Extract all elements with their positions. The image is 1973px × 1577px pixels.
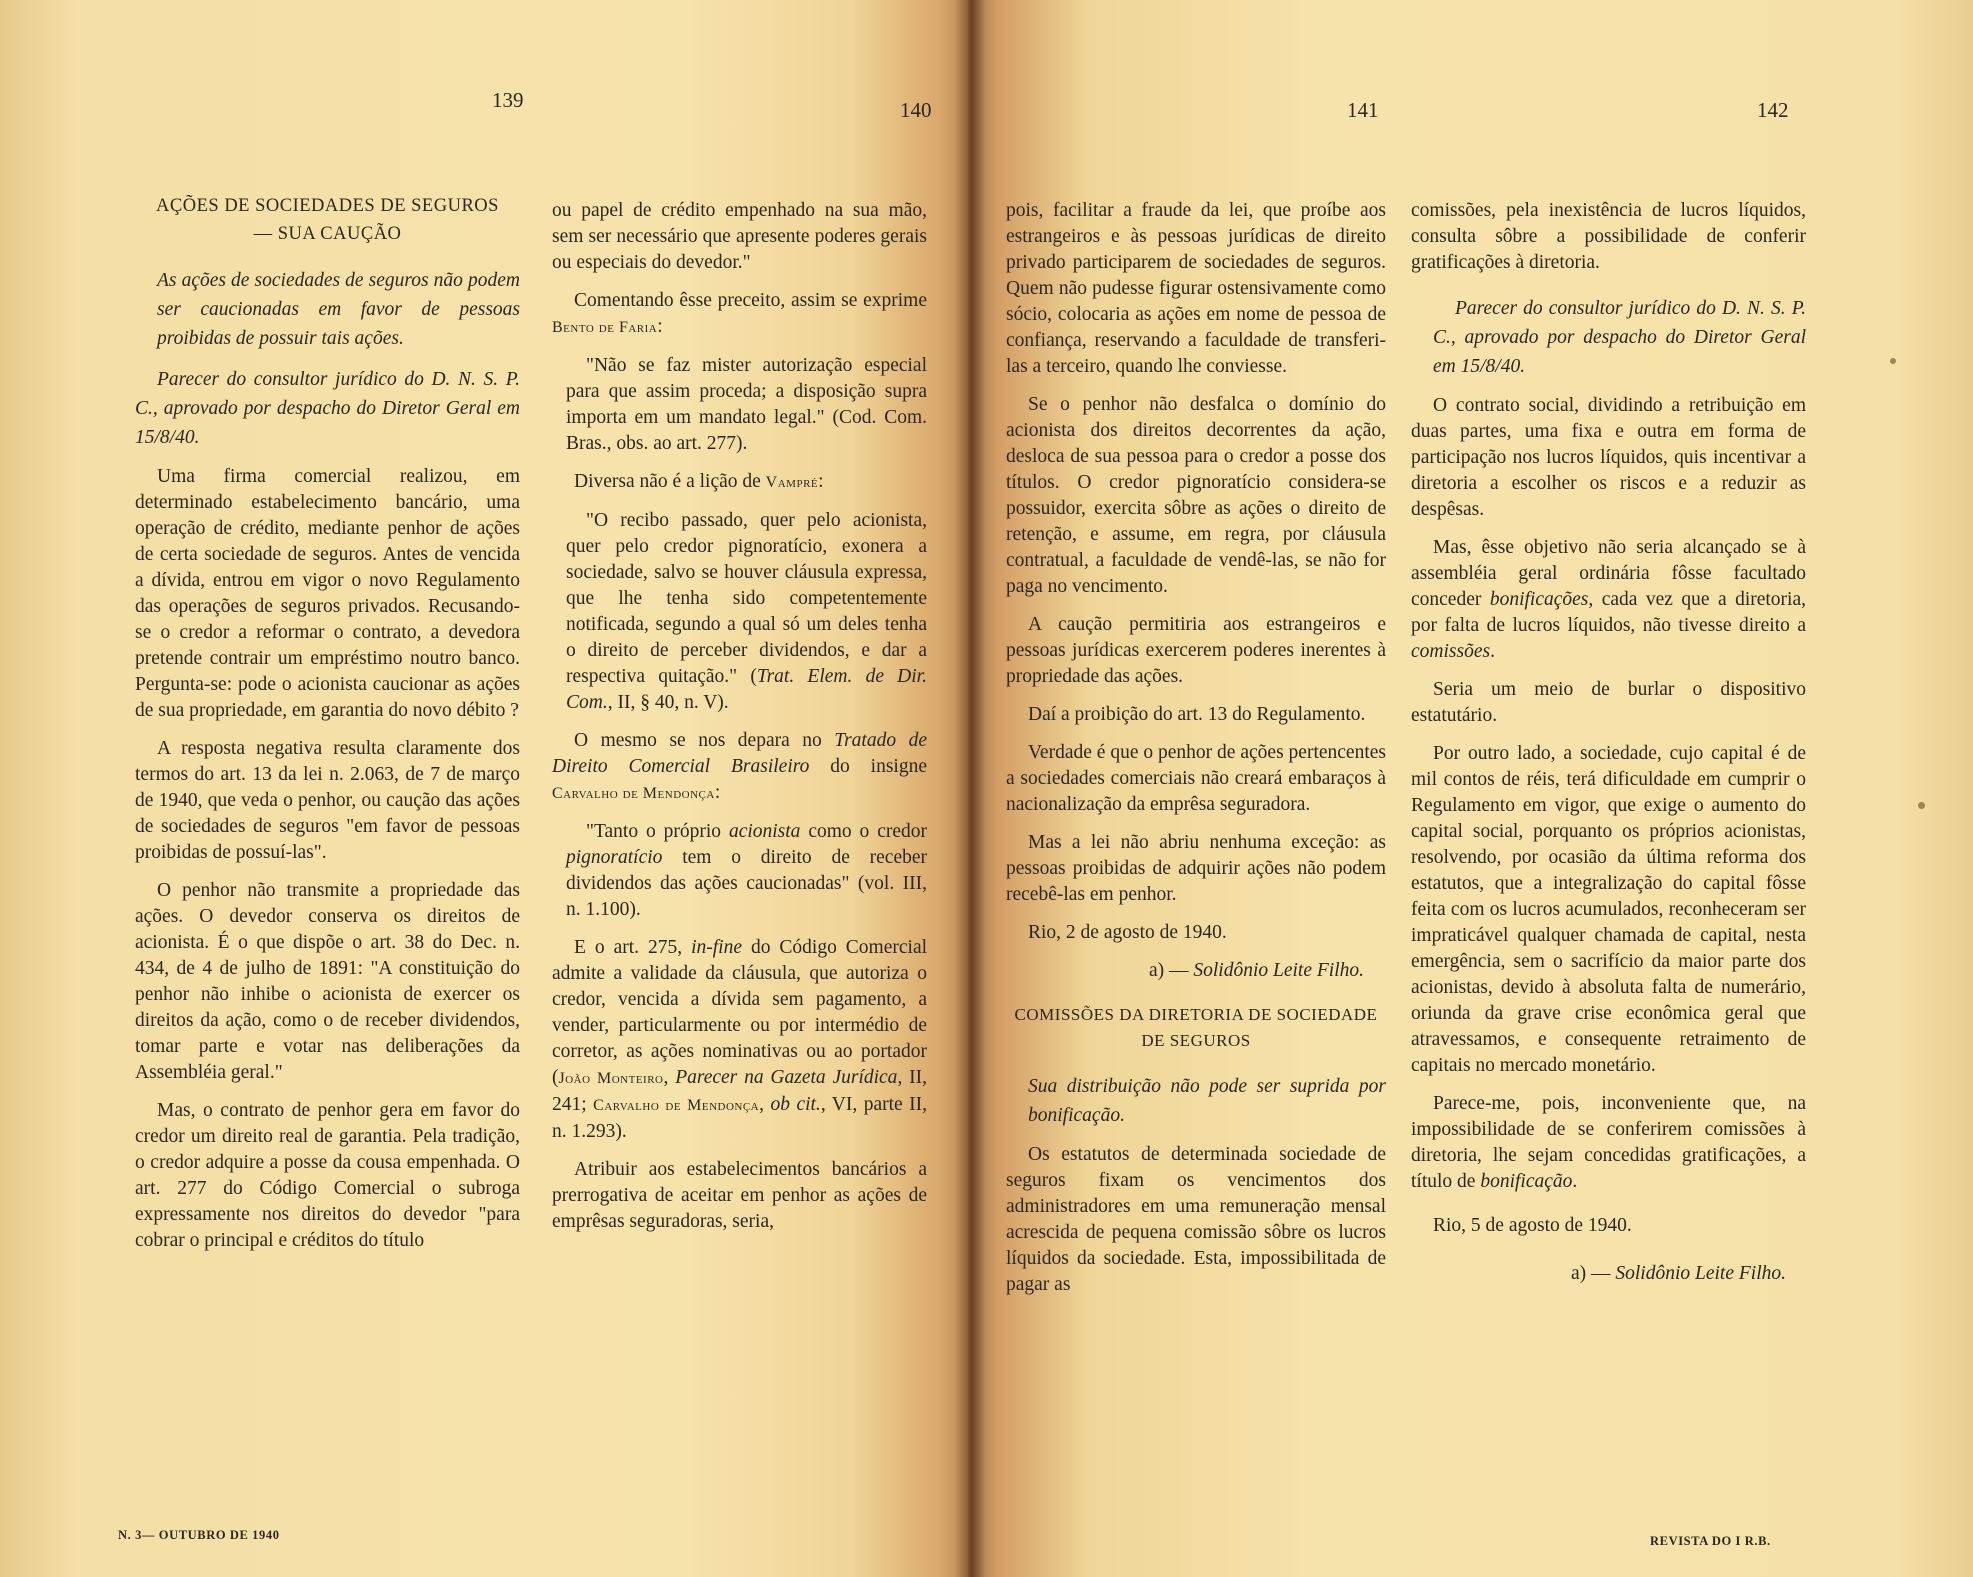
text-run: , cada vez que a diretoria, por falta de lucros líquidos, não tivesse direito a — [1411, 589, 1807, 636]
column-page-139 — [135, 192, 520, 1266]
paragraph — [552, 288, 927, 341]
text-run: como o credor — [808, 821, 928, 842]
article-heading-2: COMISSÕES DA DIRETORIA DE SOCIEDADE DE SEGUROS — [1014, 1005, 1378, 1050]
ink-speck — [1890, 358, 1896, 364]
paragraph: O penhor não transmite a propriedade das ações. O devedor conserva os direitos de acionista. É o que dispõe o art. 38 do Dec. n. 434, de 4 de julho de 1891: "A constituição do penhor não inhibe o acionista de exercer os direitos da ação, como o de receber dividendos, tomar parte e votar nas deliberações da Assembléia geral." — [135, 880, 520, 1083]
author-name: Carvalho de Mendonça — [593, 1097, 760, 1114]
text-run: , II, 241; — [552, 1067, 927, 1115]
heading-line-1: AÇÕES DE SOCIEDADES DE SEGUROS — [156, 196, 499, 216]
author-name: Bento de Faria — [552, 319, 658, 336]
date-line: Rio, 2 de agosto de 1940. — [1028, 922, 1227, 943]
quotation — [552, 508, 927, 716]
signature — [1006, 958, 1386, 984]
column-page-140 — [552, 198, 927, 1247]
signature-name: Solidônio Leite Filho. — [1615, 1263, 1786, 1284]
paragraph: A caução permitiria aos estrangeiros e pessoas jurídicas exercerem poderes inerentes à propriedade das ações. — [1006, 614, 1386, 687]
emphasis: acionista — [728, 821, 801, 842]
paragraph — [552, 469, 927, 496]
text-run: , VI, parte II, n. 1.293). — [552, 1094, 928, 1142]
page-number-142: 142 — [1757, 98, 1789, 122]
reference: Tratado de Direito Comercial Brasileiro — [552, 730, 927, 777]
article-heading-1 — [135, 192, 520, 248]
page-number-141: 141 — [1347, 98, 1379, 122]
text-run: E o art. 275, — [574, 937, 683, 958]
text-run: . — [1490, 641, 1495, 662]
paragraph: Os estatutos de determinada sociedade de seguros fixam os vencimentos dos administradores em uma remuneração mensal acrescida de pequena comissão sôbre os lucros líquidos da sociedade. Esta, impossibilitada de pagar as — [1006, 1144, 1386, 1295]
article-summary-2: Sua distribuição não pode ser suprida por bonificação. — [1028, 1076, 1386, 1126]
paragraph: ou papel de crédito empenhado na sua mão, sem ser necessário que apresente poderes gerais ou especiais do devedor." — [552, 200, 927, 273]
text-run: Comentando êsse preceito, assim se exprime — [574, 290, 927, 311]
ink-speck — [1918, 802, 1925, 809]
paragraph: pois, facilitar a fraude da lei, que proíbe aos estrangeiros e às pessoas jurídicas de direito privado participarem de sociedades de seguros. Quem não pudesse figurar ostensivamente como sócio, colocaria as ações em nome de pessoa de confiança, reservando a faculdade de transferi-las a terceiro, quando lhe conviesse. — [1006, 200, 1386, 377]
page-number-139: 139 — [492, 88, 524, 112]
text-run: , II, § 40, n. V). — [607, 692, 729, 713]
text-run: : — [818, 471, 824, 492]
paragraph: Se o penhor não desfalca o domínio do acionista dos direitos decorrentes da ação, desloca de sua pessoa para o credor a posse dos títulos. O credor pignoratício considera-se possuidor, exercita sôbre as ações o direito de retenção, e assume, em regra, por cláusula contratual, a faculdade de vendê-las, se não for paga no vencimento. — [1006, 394, 1386, 597]
signature-prefix: a) — — [1570, 1263, 1611, 1284]
text-run: Diversa não é a lição de — [574, 471, 761, 492]
text-run: : — [714, 782, 721, 803]
page-number-140: 140 — [900, 98, 932, 122]
paragraph: comissões, pela inexistência de lucros líquidos, consulta sôbre a possibilidade de conferir gratificações à diretoria. — [1411, 200, 1806, 273]
heading-line-2: — SUA CAUÇÃO — [253, 224, 402, 244]
paragraph: Por outro lado, a sociedade, cujo capital é de mil contos de réis, terá dificuldade em cumprir o Regulamento em vigor, que exige o aumento do capital social, porquanto os próprios acionistas, resolvendo, por ocasião da última reforma dos estatutos, que a integralização do capital fôsse feita com os lucros acumulados, reconheceram ser impraticável qualquer chamada de capital, nesta emergência, sem o sacrifício da maior parte dos acionistas, devido à absoluta falta de numerário, oriunda da grave crise econômica geral que atravessamos, e consequente retraimento de capitais no mercado monetário. — [1411, 743, 1806, 1076]
parecer-note-2: Parecer do consultor jurídico do D. N. S. P. C., aprovado por despacho do Diretor Geral em 15/8/40. — [1433, 298, 1806, 377]
text-run: do insigne — [830, 756, 927, 777]
author-name: Carvalho de Mendonça — [552, 785, 715, 802]
book-gutter — [955, 0, 985, 1577]
footer-right: REVISTA DO I R.B. — [1650, 1534, 1771, 1548]
text-run: Mas, êsse objetivo não seria alcançado se à assembléia geral ordinária fôsse facultado conceder — [1411, 537, 1806, 610]
quotation — [552, 819, 927, 923]
paragraph: Atribuir aos estabelecimentos bancários a prerrogativa de aceitar em penhor as ações de emprêsas seguradoras, seria, — [552, 1159, 927, 1232]
reference: ob cit. — [770, 1094, 821, 1115]
paragraph: O contrato social, dividindo a retribuição em duas partes, uma fixa e outra em forma de participação nos lucros líquidos, quis incentivar a diretoria a escolher os riscos e a reduzir as despêsas. — [1411, 395, 1806, 520]
text-run: "Tanto o próprio — [586, 821, 722, 842]
text-run: . — [1572, 1171, 1578, 1192]
signature-name: Solidônio Leite Filho. — [1193, 960, 1364, 981]
emphasis: in-fine — [691, 937, 742, 958]
column-page-141 — [1006, 198, 1386, 1310]
text-run: "O recibo passado, quer pelo acionista, quer pelo credor pignoratício, exonera a sociedade, salvo se houver cláusula expressa, que lhe tenha sido competentemente notificada, segundo a qual só um deles tenha o direito de perceber dividendos, e dar a respectiva quitação." ( — [566, 510, 927, 687]
column-page-142 — [1411, 198, 1806, 1299]
paragraph: Uma firma comercial realizou, em determinado estabelecimento bancário, uma operação de crédito, mediante penhor de ações de certa sociedade de seguros. Antes de vencida a dívida, entrou em vigor o novo Regulamento das operações de seguros privados. Recusando-se o credor a reformar o contrato, a devedora pretende contrair um empréstimo noutro banco. Pergunta-se: pode o acionista caucionar as ações de sua propriedade, em garantia do novo débito ? — [135, 466, 520, 721]
paragraph — [1411, 535, 1806, 665]
emphasis: pignoratício — [566, 847, 663, 868]
signature — [1411, 1261, 1806, 1287]
author-name: João Monteiro — [558, 1070, 664, 1087]
text-run: Parece-me, pois, inconveniente que, na impossibilidade de se conferirem comissões à diretoria, lhe sejam concedidas gratificações, a título de — [1411, 1093, 1806, 1192]
text-run: , — [663, 1067, 669, 1088]
author-name: Vampré — [765, 474, 819, 491]
reference: Trat. Elem. de Dir. Com. — [566, 666, 927, 713]
article-summary-1: As ações de sociedades de seguros não podem ser caucionadas em favor de pessoas proibidas de possuir tais ações. — [157, 270, 520, 349]
paragraph: Mas a lei não abriu nenhuma exceção: as pessoas proibidas de adquirir ações não podem recebê-las em penhor. — [1006, 832, 1386, 905]
date-line: Rio, 5 de agosto de 1940. — [1433, 1215, 1632, 1236]
emphasis: comissões — [1411, 641, 1491, 662]
paragraph — [552, 728, 927, 807]
text-run: O mesmo se nos depara no — [574, 730, 822, 751]
reference: Parecer na Gazeta Jurídica — [675, 1067, 898, 1088]
emphasis: bonificação — [1480, 1171, 1573, 1192]
parecer-note-1: Parecer do consultor jurídico do D. N. S. P. C., aprovado por despacho do Diretor Geral em 15/8/40. — [135, 369, 520, 448]
paragraph: Mas, o contrato de penhor gera em favor do credor um direito real de garantia. Pela tradição, o credor adquire a posse da cousa empenhada. O art. 277 do Código Comercial o subroga expressamente nos direitos do devedor "para cobrar o principal e créditos do título — [135, 1100, 520, 1251]
emphasis: bonificações — [1489, 589, 1589, 610]
text-run: do Código Comercial admite a validade da cláusula, que autoriza o credor, vencida a dívida sem pagamento, a vender, particularmente ou por intermédio de corretor, as ações nominativas ou ao portador ( — [552, 937, 928, 1088]
text-run: tem o direito de receber dividendos das ações caucionadas" (vol. III, n. 1.100). — [566, 847, 928, 920]
text-run: : — [657, 316, 663, 337]
signature-prefix: a) — — [1148, 960, 1189, 981]
paragraph — [1411, 1091, 1806, 1195]
quotation: "Não se faz mister autorização especial para que assim proceda; a disposição supra importa em um mandato legal." (Cod. Com. Bras., obs. ao art. 277). — [566, 355, 927, 454]
paragraph: Verdade é que o penhor de ações pertencentes a sociedades comerciais não creará embaraços à nacionalização da emprêsa seguradora. — [1006, 742, 1386, 815]
footer-left: N. 3— OUTUBRO DE 1940 — [118, 1528, 280, 1542]
paragraph: A resposta negativa resulta claramente dos termos do art. 13 da lei n. 2.063, de 7 de março de 1940, que veda o penhor, ou caução das ações de sociedades de seguros "em favor de pessoas proibidas de possuí-las". — [135, 738, 520, 863]
text-run: , — [759, 1094, 765, 1115]
paragraph: Daí a proibição do art. 13 do Regulamento. — [1028, 704, 1366, 725]
paragraph — [552, 935, 927, 1145]
paragraph: Seria um meio de burlar o dispositivo estatutário. — [1411, 679, 1806, 726]
